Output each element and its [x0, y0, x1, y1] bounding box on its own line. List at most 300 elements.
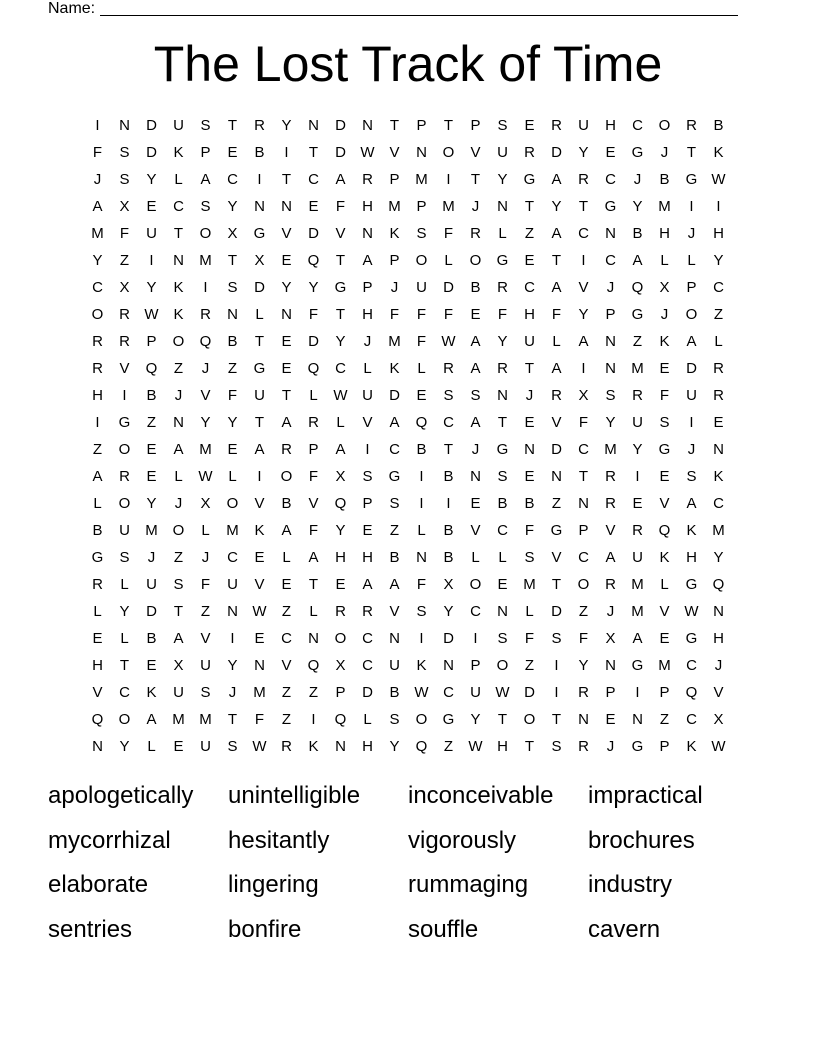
- grid-letter: P: [470, 117, 481, 134]
- grid-letter: N: [713, 603, 724, 620]
- grid-letter: F: [308, 468, 319, 485]
- grid-letter: Y: [632, 441, 643, 458]
- grid-letter: E: [146, 468, 157, 485]
- word-search-grid: [84, 112, 732, 760]
- grid-letter: F: [308, 522, 319, 539]
- grid-letter: U: [470, 684, 481, 701]
- grid-letter: F: [443, 225, 454, 242]
- grid-letter: C: [578, 549, 589, 566]
- grid-letter: I: [689, 198, 694, 215]
- grid-letter: M: [388, 333, 401, 350]
- grid-letter: P: [605, 684, 616, 701]
- word-list-item: bonfire: [228, 915, 302, 943]
- grid-letter: D: [308, 333, 319, 350]
- grid-letter: Y: [308, 279, 319, 296]
- grid-letter: T: [281, 171, 292, 188]
- grid-letter: W: [495, 684, 510, 701]
- grid-letter: O: [226, 495, 239, 512]
- grid-letter: I: [419, 630, 424, 647]
- grid-letter: B: [443, 549, 454, 566]
- grid-letter: M: [658, 657, 671, 674]
- grid-letter: O: [172, 333, 185, 350]
- grid-letter: R: [470, 225, 481, 242]
- grid-letter: E: [146, 657, 157, 674]
- grid-letter: A: [173, 441, 184, 458]
- grid-letter: A: [470, 360, 481, 377]
- grid-letter: K: [713, 468, 724, 485]
- grid-letter: L: [174, 468, 183, 485]
- grid-letter: Q: [415, 414, 428, 431]
- grid-letter: I: [95, 414, 100, 431]
- grid-letter: H: [713, 225, 724, 242]
- grid-letter: W: [684, 603, 699, 620]
- grid-letter: C: [605, 171, 616, 188]
- word-list-item: unintelligible: [228, 782, 361, 809]
- grid-letter: R: [578, 684, 589, 701]
- grid-letter: T: [173, 225, 184, 242]
- grid-letter: Q: [631, 279, 644, 296]
- grid-letter: N: [173, 252, 184, 269]
- grid-letter: B: [146, 387, 157, 404]
- grid-letter: A: [632, 252, 643, 269]
- grid-letter: Q: [145, 360, 158, 377]
- grid-letter: C: [713, 495, 724, 512]
- grid-letter: L: [255, 306, 264, 323]
- grid-letter: E: [524, 414, 535, 431]
- grid-letter: S: [389, 495, 400, 512]
- grid-letter: E: [281, 252, 292, 269]
- grid-letter: L: [309, 387, 318, 404]
- grid-letter: X: [119, 279, 130, 296]
- grid-letter: R: [605, 468, 616, 485]
- grid-letter: D: [389, 387, 400, 404]
- grid-letter: E: [659, 630, 670, 647]
- grid-letter: C: [281, 630, 292, 647]
- grid-letter: Z: [227, 360, 238, 377]
- grid-letter: M: [145, 522, 158, 539]
- grid-letter: H: [362, 549, 373, 566]
- grid-letter: H: [362, 306, 373, 323]
- grid-row: [84, 382, 732, 409]
- grid-letter: Y: [281, 279, 292, 296]
- grid-letter: J: [606, 279, 615, 296]
- grid-letter: Z: [443, 738, 454, 755]
- grid-letter: L: [552, 333, 561, 350]
- grid-letter: R: [551, 387, 562, 404]
- grid-letter: G: [685, 576, 698, 593]
- grid-letter: A: [551, 279, 562, 296]
- grid-letter: C: [713, 279, 724, 296]
- grid-letter: E: [281, 360, 292, 377]
- grid-letter: E: [713, 414, 724, 431]
- word-list: [48, 774, 768, 952]
- grid-letter: F: [443, 306, 454, 323]
- grid-letter: S: [416, 603, 427, 620]
- grid-letter: E: [524, 117, 535, 134]
- grid-letter: U: [200, 657, 211, 674]
- grid-letter: T: [308, 144, 319, 161]
- grid-letter: A: [92, 198, 103, 215]
- grid-letter: I: [581, 252, 586, 269]
- grid-letter: Y: [146, 279, 157, 296]
- grid-letter: D: [443, 279, 454, 296]
- grid-letter: B: [389, 549, 400, 566]
- grid-letter: K: [686, 738, 697, 755]
- grid-row: [84, 166, 732, 193]
- grid-letter: Y: [605, 414, 616, 431]
- grid-letter: A: [362, 252, 373, 269]
- grid-letter: R: [281, 738, 292, 755]
- grid-letter: Z: [119, 252, 130, 269]
- grid-letter: U: [632, 414, 643, 431]
- grid-letter: Y: [227, 657, 238, 674]
- grid-letter: V: [470, 144, 481, 161]
- grid-letter: W: [441, 333, 456, 350]
- grid-letter: G: [496, 252, 509, 269]
- page-title: The Lost Track of Time: [153, 36, 663, 92]
- word-list-item: inconceivable: [408, 782, 554, 809]
- grid-letter: D: [335, 117, 346, 134]
- grid-letter: P: [416, 117, 427, 134]
- grid-letter: L: [93, 495, 102, 512]
- grid-letter: H: [524, 306, 535, 323]
- grid-row: [84, 706, 732, 733]
- grid-letter: W: [252, 603, 267, 620]
- grid-letter: Q: [712, 576, 725, 593]
- grid-letter: Y: [497, 171, 508, 188]
- grid-letter: R: [578, 738, 589, 755]
- grid-letter: L: [714, 333, 723, 350]
- grid-letter: H: [362, 738, 373, 755]
- word-list-item: cavern: [588, 915, 661, 943]
- grid-letter: V: [659, 495, 670, 512]
- grid-letter: F: [254, 711, 265, 728]
- grid-letter: B: [713, 117, 724, 134]
- word-list-item: mycorrhizal: [48, 826, 171, 854]
- grid-letter: G: [253, 225, 266, 242]
- grid-letter: I: [473, 630, 478, 647]
- grid-letter: G: [631, 657, 644, 674]
- word-list-item: hesitantly: [228, 826, 330, 854]
- grid-letter: S: [659, 414, 670, 431]
- grid-letter: U: [146, 225, 157, 242]
- word-list-item: souffle: [408, 915, 479, 943]
- grid-letter: A: [281, 522, 292, 539]
- grid-letter: J: [390, 279, 399, 296]
- grid-letter: W: [711, 738, 726, 755]
- grid-letter: K: [173, 279, 184, 296]
- grid-letter: J: [687, 441, 696, 458]
- grid-letter: X: [335, 657, 346, 674]
- grid-letter: N: [119, 117, 130, 134]
- grid-letter: Y: [119, 738, 130, 755]
- grid-letter: D: [551, 603, 562, 620]
- grid-letter: X: [659, 279, 670, 296]
- grid-letter: I: [635, 684, 640, 701]
- grid-letter: S: [200, 684, 211, 701]
- grid-letter: N: [362, 117, 373, 134]
- grid-letter: I: [419, 495, 424, 512]
- grid-letter: V: [389, 603, 400, 620]
- grid-letter: B: [524, 495, 535, 512]
- grid-letter: O: [658, 117, 671, 134]
- grid-letter: S: [227, 279, 238, 296]
- grid-letter: T: [227, 252, 238, 269]
- grid-letter: A: [200, 171, 211, 188]
- grid-letter: N: [605, 657, 616, 674]
- grid-letter: N: [524, 441, 535, 458]
- grid-letter: L: [498, 549, 507, 566]
- grid-letter: I: [95, 117, 100, 134]
- grid-letter: A: [632, 630, 643, 647]
- grid-letter: R: [605, 576, 616, 593]
- grid-letter: I: [257, 468, 262, 485]
- grid-letter: S: [200, 198, 211, 215]
- grid-letter: E: [308, 198, 319, 215]
- grid-letter: G: [442, 711, 455, 728]
- grid-letter: I: [716, 198, 721, 215]
- grid-letter: A: [389, 576, 400, 593]
- grid-letter: D: [524, 684, 535, 701]
- grid-letter: K: [389, 360, 400, 377]
- grid-letter: T: [335, 306, 346, 323]
- grid-letter: E: [92, 630, 103, 647]
- grid-letter: I: [311, 711, 316, 728]
- word-list-item: vigorously: [408, 826, 517, 854]
- grid-letter: F: [119, 225, 130, 242]
- grid-letter: E: [524, 252, 535, 269]
- grid-letter: J: [471, 198, 480, 215]
- grid-letter: I: [635, 468, 640, 485]
- grid-letter: Q: [685, 684, 698, 701]
- grid-letter: H: [497, 738, 508, 755]
- grid-letter: B: [443, 522, 454, 539]
- grid-letter: T: [524, 198, 535, 215]
- grid-letter: M: [172, 711, 185, 728]
- grid-letter: C: [578, 225, 589, 242]
- grid-letter: F: [308, 306, 319, 323]
- grid-letter: S: [389, 711, 400, 728]
- grid-letter: M: [199, 711, 212, 728]
- grid-letter: M: [712, 522, 725, 539]
- grid-letter: F: [92, 144, 103, 161]
- grid-letter: N: [605, 225, 616, 242]
- grid-letter: X: [254, 252, 265, 269]
- grid-letter: A: [551, 171, 562, 188]
- grid-letter: M: [253, 684, 266, 701]
- grid-letter: F: [578, 414, 589, 431]
- grid-letter: Q: [415, 738, 428, 755]
- grid-letter: R: [119, 306, 130, 323]
- grid-letter: Y: [497, 333, 508, 350]
- grid-letter: J: [363, 333, 372, 350]
- grid-letter: J: [201, 549, 210, 566]
- grid-letter: H: [92, 657, 103, 674]
- grid-letter: E: [227, 441, 238, 458]
- grid-letter: M: [631, 360, 644, 377]
- grid-letter: R: [578, 171, 589, 188]
- grid-letter: Y: [632, 198, 643, 215]
- grid-letter: N: [578, 711, 589, 728]
- grid-letter: N: [281, 306, 292, 323]
- grid-letter: L: [228, 468, 237, 485]
- grid-letter: L: [498, 225, 507, 242]
- grid-letter: N: [497, 387, 508, 404]
- grid-letter: P: [146, 333, 157, 350]
- grid-letter: A: [335, 441, 346, 458]
- grid-letter: Y: [389, 738, 400, 755]
- grid-letter: R: [713, 360, 724, 377]
- grid-letter: P: [362, 495, 373, 512]
- grid-letter: W: [333, 387, 348, 404]
- grid-letter: C: [119, 684, 130, 701]
- grid-letter: T: [443, 117, 454, 134]
- grid-row: [84, 571, 732, 598]
- grid-letter: B: [632, 225, 643, 242]
- grid-letter: L: [525, 603, 534, 620]
- grid-letter: O: [172, 522, 185, 539]
- grid-letter: P: [605, 306, 616, 323]
- grid-letter: O: [685, 306, 698, 323]
- grid-letter: Z: [551, 495, 562, 512]
- grid-letter: W: [360, 144, 375, 161]
- word-list-item: rummaging: [408, 871, 529, 898]
- grid-letter: M: [199, 252, 212, 269]
- word-list-item: industry: [588, 871, 673, 898]
- grid-letter: P: [686, 279, 697, 296]
- grid-letter: T: [578, 198, 589, 215]
- grid-letter: G: [685, 630, 698, 647]
- grid-letter: U: [146, 576, 157, 593]
- grid-letter: Z: [632, 333, 643, 350]
- grid-letter: F: [227, 387, 238, 404]
- grid-letter: E: [524, 468, 535, 485]
- grid-row: [84, 139, 732, 166]
- grid-letter: V: [713, 684, 724, 701]
- grid-letter: B: [227, 333, 238, 350]
- grid-row: [84, 625, 732, 652]
- grid-letter: V: [281, 225, 292, 242]
- grid-letter: A: [686, 495, 697, 512]
- grid-letter: Y: [578, 657, 589, 674]
- grid-letter: N: [281, 198, 292, 215]
- grid-letter: O: [469, 576, 482, 593]
- grid-letter: T: [335, 252, 346, 269]
- grid-letter: V: [362, 414, 373, 431]
- grid-letter: P: [470, 657, 481, 674]
- grid-letter: N: [389, 630, 400, 647]
- grid-row: [84, 733, 732, 760]
- grid-letter: W: [468, 738, 483, 755]
- grid-letter: J: [93, 171, 102, 188]
- grid-letter: R: [686, 117, 697, 134]
- grid-letter: A: [551, 225, 562, 242]
- grid-letter: D: [362, 684, 373, 701]
- grid-row: [84, 274, 732, 301]
- grid-letter: L: [417, 360, 426, 377]
- grid-letter: T: [686, 144, 697, 161]
- grid-letter: F: [200, 576, 211, 593]
- grid-letter: L: [687, 252, 696, 269]
- grid-letter: K: [254, 522, 265, 539]
- grid-row: [84, 247, 732, 274]
- grid-letter: R: [92, 360, 103, 377]
- grid-letter: R: [281, 441, 292, 458]
- grid-letter: T: [119, 657, 130, 674]
- grid-letter: C: [686, 711, 697, 728]
- grid-letter: L: [471, 549, 480, 566]
- grid-letter: Y: [578, 306, 589, 323]
- grid-letter: K: [389, 225, 400, 242]
- grid-letter: B: [146, 630, 157, 647]
- grid-letter: G: [685, 171, 698, 188]
- grid-letter: M: [658, 198, 671, 215]
- grid-letter: O: [415, 252, 428, 269]
- name-field[interactable]: [48, 0, 748, 20]
- word-list-item: lingering: [228, 871, 319, 898]
- grid-letter: N: [308, 630, 319, 647]
- grid-letter: I: [446, 495, 451, 512]
- grid-letter: C: [632, 117, 643, 134]
- grid-letter: W: [252, 738, 267, 755]
- grid-letter: Y: [713, 549, 724, 566]
- grid-letter: Q: [307, 360, 320, 377]
- grid-letter: T: [497, 711, 508, 728]
- grid-letter: Z: [281, 684, 292, 701]
- grid-letter: N: [497, 198, 508, 215]
- grid-letter: X: [713, 711, 724, 728]
- grid-letter: E: [632, 495, 643, 512]
- grid-letter: S: [524, 549, 535, 566]
- grid-letter: P: [416, 198, 427, 215]
- grid-letter: G: [658, 441, 671, 458]
- grid-letter: W: [711, 171, 726, 188]
- grid-letter: Y: [470, 711, 481, 728]
- grid-letter: E: [281, 333, 292, 350]
- grid-letter: F: [416, 306, 427, 323]
- grid-letter: T: [524, 360, 535, 377]
- grid-row: [84, 679, 732, 706]
- grid-letter: C: [227, 549, 238, 566]
- grid-letter: Q: [199, 333, 212, 350]
- grid-letter: X: [119, 198, 130, 215]
- grid-letter: P: [659, 738, 670, 755]
- grid-letter: L: [147, 738, 156, 755]
- grid-letter: Z: [92, 441, 103, 458]
- grid-letter: K: [173, 306, 184, 323]
- grid-letter: F: [389, 306, 400, 323]
- grid-letter: H: [335, 549, 346, 566]
- grid-letter: R: [308, 414, 319, 431]
- grid-letter: P: [578, 522, 589, 539]
- grid-letter: S: [443, 387, 454, 404]
- grid-letter: O: [415, 711, 428, 728]
- grid-letter: S: [119, 144, 130, 161]
- word-list-item: impractical: [588, 782, 703, 809]
- grid-letter: V: [578, 279, 589, 296]
- grid-letter: L: [282, 549, 291, 566]
- grid-letter: Q: [307, 657, 320, 674]
- grid-letter: S: [686, 468, 697, 485]
- grid-letter: A: [389, 414, 400, 431]
- grid-letter: Z: [389, 522, 400, 539]
- grid-letter: F: [335, 198, 346, 215]
- grid-letter: C: [362, 657, 373, 674]
- grid-letter: W: [198, 468, 213, 485]
- name-underline[interactable]: [100, 0, 738, 16]
- grid-letter: R: [524, 144, 535, 161]
- grid-letter: T: [578, 468, 589, 485]
